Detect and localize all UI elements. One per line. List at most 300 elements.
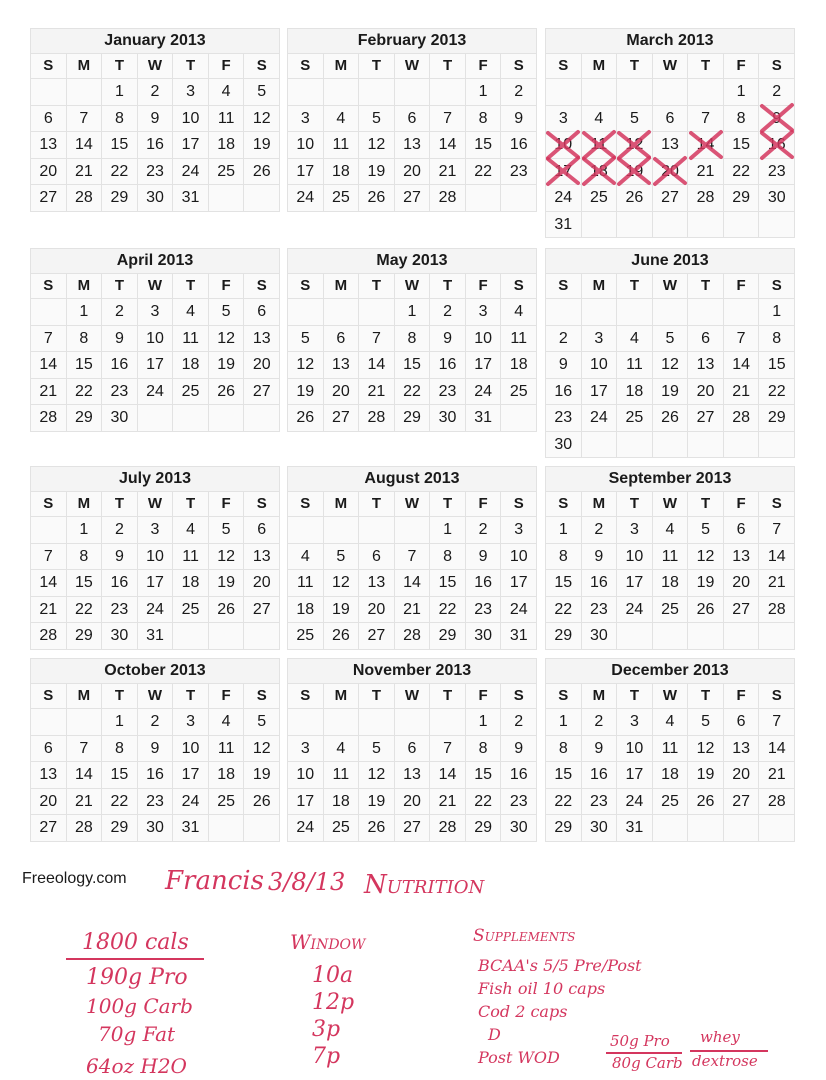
day-cell xyxy=(759,352,795,379)
day-cell xyxy=(324,159,360,186)
day-number: 15 xyxy=(438,574,457,591)
day-cell xyxy=(359,570,395,597)
day-cell xyxy=(688,736,724,763)
day-cell xyxy=(582,709,618,736)
day-number: 14 xyxy=(438,766,457,783)
weekday-header: W xyxy=(653,684,689,709)
weekday-header: W xyxy=(395,684,431,709)
weekday-header: T xyxy=(173,684,209,709)
month-march xyxy=(545,28,795,238)
day-number: 10 xyxy=(625,547,644,565)
empty-day-cell xyxy=(724,299,760,326)
day-cell xyxy=(501,79,537,106)
day-number: 11 xyxy=(332,136,350,153)
day-cell xyxy=(67,352,103,379)
day-cell xyxy=(359,106,395,133)
day-cell xyxy=(173,185,209,212)
day-number: 27 xyxy=(403,819,421,836)
day-cell xyxy=(466,762,502,789)
day-cell xyxy=(688,352,724,379)
day-cell xyxy=(466,709,502,736)
day-cell xyxy=(546,517,582,544)
day-number: 22 xyxy=(110,162,129,180)
day-cell xyxy=(546,132,582,159)
day-cell xyxy=(653,517,689,544)
day-number: 23 xyxy=(438,382,457,400)
day-number: 11 xyxy=(182,329,199,347)
weekday-header: W xyxy=(653,54,689,79)
empty-day-cell xyxy=(288,79,324,106)
empty-day-cell xyxy=(31,709,67,736)
day-cell xyxy=(688,789,724,816)
post-wod-carb: 80g Carb xyxy=(612,1054,683,1072)
day-cell xyxy=(138,789,174,816)
day-number: 29 xyxy=(767,409,786,426)
weekday-header: W xyxy=(395,54,431,79)
day-cell xyxy=(395,326,431,353)
weekday-header: T xyxy=(359,492,395,517)
weekday-header: W xyxy=(138,54,174,79)
day-cell xyxy=(244,736,280,763)
day-cell xyxy=(501,762,537,789)
day-number: 29 xyxy=(474,819,493,836)
weekday-header: S xyxy=(501,274,537,299)
day-cell xyxy=(67,405,103,432)
day-number: 7 xyxy=(79,109,89,127)
day-number: 12 xyxy=(367,766,386,783)
day-number: 8 xyxy=(114,109,124,127)
day-number: 29 xyxy=(74,627,93,644)
empty-day-cell xyxy=(209,623,245,650)
day-number: 22 xyxy=(110,792,129,810)
macro-fat: 70g Fat xyxy=(98,1022,176,1046)
day-cell xyxy=(582,185,618,212)
month-days-grid xyxy=(30,491,280,650)
day-cell xyxy=(501,570,537,597)
weekday-header: M xyxy=(324,274,360,299)
day-cell xyxy=(31,736,67,763)
empty-day-cell xyxy=(430,79,466,106)
weekday-header: S xyxy=(244,54,280,79)
day-number: 14 xyxy=(438,136,457,153)
day-number: 18 xyxy=(331,792,350,810)
day-cell xyxy=(138,326,174,353)
day-number: 4 xyxy=(665,521,675,538)
day-cell xyxy=(244,789,280,816)
month-days-grid xyxy=(287,683,537,842)
day-number: 12 xyxy=(367,136,386,153)
day-number: 14 xyxy=(39,356,58,373)
day-number: 10 xyxy=(625,739,644,757)
month-title: April 2013 xyxy=(30,248,280,273)
empty-day-cell xyxy=(724,432,760,459)
day-number: 8 xyxy=(79,547,89,565)
day-cell xyxy=(102,544,138,571)
day-number: 8 xyxy=(558,547,568,565)
month-april xyxy=(30,248,280,432)
day-number: 20 xyxy=(367,600,386,618)
day-cell xyxy=(244,79,280,106)
day-cell xyxy=(501,544,537,571)
macro-carb: 100g Carb xyxy=(86,994,193,1018)
day-cell xyxy=(288,405,324,432)
day-cell xyxy=(724,379,760,406)
day-cell xyxy=(501,815,537,842)
weekday-header: T xyxy=(430,492,466,517)
day-number: 6 xyxy=(336,329,346,347)
day-cell xyxy=(359,736,395,763)
empty-day-cell xyxy=(582,212,618,239)
day-number: 30 xyxy=(110,627,129,644)
day-number: 18 xyxy=(625,382,644,400)
day-cell xyxy=(430,106,466,133)
day-number: 25 xyxy=(217,792,236,810)
day-cell xyxy=(209,517,245,544)
empty-day-cell xyxy=(617,623,653,650)
day-number: 31 xyxy=(474,409,493,426)
day-cell xyxy=(617,709,653,736)
note-name: Francis xyxy=(165,866,264,896)
day-number: 8 xyxy=(407,329,417,347)
day-number: 30 xyxy=(474,627,493,644)
day-number: 19 xyxy=(217,574,236,591)
day-number: 12 xyxy=(252,109,271,127)
day-number: 25 xyxy=(181,382,200,400)
day-cell xyxy=(759,79,795,106)
day-cell xyxy=(359,815,395,842)
month-december xyxy=(545,658,795,842)
day-number: 6 xyxy=(43,109,53,127)
day-number: 27 xyxy=(696,409,715,426)
weekday-header: F xyxy=(466,274,502,299)
day-cell xyxy=(759,185,795,212)
day-number: 3 xyxy=(186,83,196,100)
day-cell xyxy=(688,159,724,186)
day-number: 21 xyxy=(39,382,58,400)
day-number: 12 xyxy=(696,547,715,565)
month-title: August 2013 xyxy=(287,466,537,491)
day-cell xyxy=(324,815,360,842)
day-number: 22 xyxy=(74,382,93,400)
day-cell xyxy=(546,379,582,406)
day-cell xyxy=(244,326,280,353)
day-number: 28 xyxy=(74,819,93,836)
day-cell xyxy=(244,544,280,571)
empty-day-cell xyxy=(653,212,689,239)
day-cell xyxy=(67,132,103,159)
day-number: 5 xyxy=(336,547,346,565)
weekday-header: T xyxy=(359,684,395,709)
day-cell xyxy=(395,379,431,406)
day-cell xyxy=(430,597,466,624)
day-cell xyxy=(324,789,360,816)
day-cell xyxy=(395,352,431,379)
day-number: 22 xyxy=(74,600,93,618)
empty-day-cell xyxy=(209,405,245,432)
day-cell xyxy=(724,762,760,789)
day-cell xyxy=(102,132,138,159)
day-cell xyxy=(759,299,795,326)
day-cell xyxy=(466,326,502,353)
day-number: 12 xyxy=(331,574,350,591)
day-cell xyxy=(173,544,209,571)
day-number: 23 xyxy=(474,600,493,618)
day-number: 24 xyxy=(625,792,644,810)
day-cell xyxy=(31,623,67,650)
weekday-header: T xyxy=(359,274,395,299)
day-cell xyxy=(138,379,174,406)
day-number: 1 xyxy=(114,83,124,100)
day-cell xyxy=(138,106,174,133)
day-number: 21 xyxy=(438,792,457,810)
day-number: 1 xyxy=(79,521,89,538)
day-cell xyxy=(359,544,395,571)
supplement-cod: Cod 2 caps xyxy=(478,1002,568,1021)
day-number: 4 xyxy=(186,521,196,538)
weekday-header: S xyxy=(288,274,324,299)
day-cell xyxy=(501,709,537,736)
weekday-header: T xyxy=(430,274,466,299)
day-cell xyxy=(31,762,67,789)
empty-day-cell xyxy=(688,299,724,326)
day-cell xyxy=(395,132,431,159)
day-cell xyxy=(102,379,138,406)
weekday-header: T xyxy=(688,274,724,299)
empty-day-cell xyxy=(653,299,689,326)
empty-day-cell xyxy=(501,405,537,432)
day-number: 26 xyxy=(217,600,236,618)
calories-underline xyxy=(66,958,204,960)
month-title: September 2013 xyxy=(545,466,795,491)
day-cell xyxy=(359,379,395,406)
month-title: October 2013 xyxy=(30,658,280,683)
day-cell xyxy=(395,405,431,432)
day-number: 17 xyxy=(554,162,573,180)
day-number: 21 xyxy=(39,600,58,618)
day-number: 16 xyxy=(509,766,528,783)
day-cell xyxy=(395,789,431,816)
weekday-header: W xyxy=(138,274,174,299)
day-cell xyxy=(288,815,324,842)
month-days-grid xyxy=(545,491,795,650)
day-cell xyxy=(102,709,138,736)
day-number: 2 xyxy=(594,713,604,730)
day-cell xyxy=(244,106,280,133)
month-title: November 2013 xyxy=(287,658,537,683)
day-cell xyxy=(244,352,280,379)
day-number: 19 xyxy=(252,766,271,783)
day-cell xyxy=(395,544,431,571)
day-cell xyxy=(430,132,466,159)
day-cell xyxy=(324,570,360,597)
day-cell xyxy=(31,544,67,571)
day-cell xyxy=(688,185,724,212)
day-number: 8 xyxy=(478,739,488,757)
day-cell xyxy=(102,106,138,133)
post-wod-whey: whey xyxy=(700,1028,740,1046)
day-number: 17 xyxy=(296,792,315,810)
day-cell xyxy=(173,379,209,406)
note-calories: 1800 cals xyxy=(82,930,189,955)
day-cell xyxy=(288,736,324,763)
day-cell xyxy=(617,326,653,353)
day-number: 1 xyxy=(79,303,89,320)
day-number: 22 xyxy=(732,162,751,180)
day-cell xyxy=(395,106,431,133)
empty-day-cell xyxy=(359,517,395,544)
day-number: 7 xyxy=(772,713,782,730)
month-days-grid xyxy=(287,53,537,212)
day-number: 25 xyxy=(331,189,350,206)
weekday-header: W xyxy=(395,492,431,517)
day-number: 23 xyxy=(509,792,528,810)
weekday-header: T xyxy=(102,54,138,79)
day-number: 19 xyxy=(625,162,644,180)
supplement-d: D xyxy=(488,1025,501,1044)
weekday-header: S xyxy=(546,492,582,517)
day-number: 2 xyxy=(558,329,568,347)
day-cell xyxy=(653,106,689,133)
day-cell xyxy=(209,709,245,736)
weekday-header: W xyxy=(138,684,174,709)
day-number: 18 xyxy=(589,162,608,180)
day-number: 24 xyxy=(474,382,493,400)
day-cell xyxy=(582,379,618,406)
empty-day-cell xyxy=(582,299,618,326)
empty-day-cell xyxy=(31,79,67,106)
month-days-grid xyxy=(287,273,537,432)
day-cell xyxy=(546,623,582,650)
day-number: 4 xyxy=(186,303,196,320)
day-cell xyxy=(582,597,618,624)
day-number: 2 xyxy=(594,521,604,538)
day-number: 6 xyxy=(407,739,417,757)
day-number: 11 xyxy=(182,547,199,565)
empty-day-cell xyxy=(759,815,795,842)
day-cell xyxy=(759,709,795,736)
day-number: 1 xyxy=(478,83,488,100)
day-cell xyxy=(138,544,174,571)
day-number: 10 xyxy=(181,739,200,757)
empty-day-cell xyxy=(466,185,502,212)
empty-day-cell xyxy=(688,815,724,842)
day-number: 13 xyxy=(39,136,58,153)
empty-day-cell xyxy=(653,815,689,842)
weekday-header: W xyxy=(395,274,431,299)
day-number: 14 xyxy=(74,136,93,153)
day-number: 29 xyxy=(74,409,93,426)
day-cell xyxy=(430,517,466,544)
day-cell xyxy=(138,132,174,159)
day-cell xyxy=(582,623,618,650)
empty-day-cell xyxy=(173,405,209,432)
day-number: 18 xyxy=(331,162,350,180)
day-cell xyxy=(395,299,431,326)
day-number: 23 xyxy=(146,162,164,180)
day-cell xyxy=(209,544,245,571)
empty-day-cell xyxy=(653,623,689,650)
day-number: 14 xyxy=(403,574,421,591)
empty-day-cell xyxy=(395,79,431,106)
day-number: 23 xyxy=(110,382,129,400)
day-cell xyxy=(617,517,653,544)
day-number: 16 xyxy=(589,766,608,783)
day-number: 8 xyxy=(558,739,568,757)
day-cell xyxy=(324,544,360,571)
day-cell xyxy=(501,106,537,133)
weekday-header: T xyxy=(173,274,209,299)
day-number: 16 xyxy=(509,136,528,153)
day-number: 14 xyxy=(767,739,786,757)
day-number: 9 xyxy=(150,109,160,127)
day-cell xyxy=(31,570,67,597)
day-number: 26 xyxy=(217,382,236,400)
day-number: 27 xyxy=(732,792,751,810)
day-number: 27 xyxy=(367,627,386,644)
day-number: 25 xyxy=(589,189,608,206)
day-cell xyxy=(102,159,138,186)
day-cell xyxy=(138,815,174,842)
empty-day-cell xyxy=(359,299,395,326)
day-cell xyxy=(724,789,760,816)
empty-day-cell xyxy=(653,79,689,106)
empty-day-cell xyxy=(724,623,760,650)
month-june xyxy=(545,248,795,458)
day-cell xyxy=(582,815,618,842)
day-number: 16 xyxy=(110,356,129,373)
day-cell xyxy=(324,352,360,379)
day-cell xyxy=(288,159,324,186)
day-number: 24 xyxy=(146,382,164,400)
day-number: 28 xyxy=(732,409,751,426)
weekday-header: S xyxy=(546,684,582,709)
weekday-header: F xyxy=(724,274,760,299)
month-october xyxy=(30,658,280,842)
day-number: 11 xyxy=(332,766,350,783)
empty-day-cell xyxy=(688,212,724,239)
day-number: 6 xyxy=(736,713,746,730)
month-title: January 2013 xyxy=(30,28,280,53)
day-number: 15 xyxy=(767,356,786,373)
day-cell xyxy=(466,789,502,816)
day-cell xyxy=(102,815,138,842)
day-number: 13 xyxy=(661,136,679,153)
day-number: 9 xyxy=(514,109,524,127)
empty-day-cell xyxy=(617,212,653,239)
day-number: 22 xyxy=(554,792,573,810)
day-cell xyxy=(244,762,280,789)
day-number: 28 xyxy=(367,409,386,426)
day-cell xyxy=(759,159,795,186)
day-cell xyxy=(173,570,209,597)
day-number: 2 xyxy=(514,713,524,730)
day-number: 19 xyxy=(367,162,386,180)
day-number: 20 xyxy=(696,382,715,400)
day-cell xyxy=(31,352,67,379)
day-number: 10 xyxy=(554,136,573,153)
day-cell xyxy=(430,352,466,379)
empty-day-cell xyxy=(395,709,431,736)
month-title: July 2013 xyxy=(30,466,280,491)
day-number: 21 xyxy=(767,574,786,591)
day-number: 27 xyxy=(252,382,271,400)
day-cell xyxy=(724,326,760,353)
empty-day-cell xyxy=(209,815,245,842)
day-number: 24 xyxy=(296,189,315,206)
day-cell xyxy=(688,517,724,544)
day-cell xyxy=(546,212,582,239)
day-number: 9 xyxy=(150,739,160,757)
